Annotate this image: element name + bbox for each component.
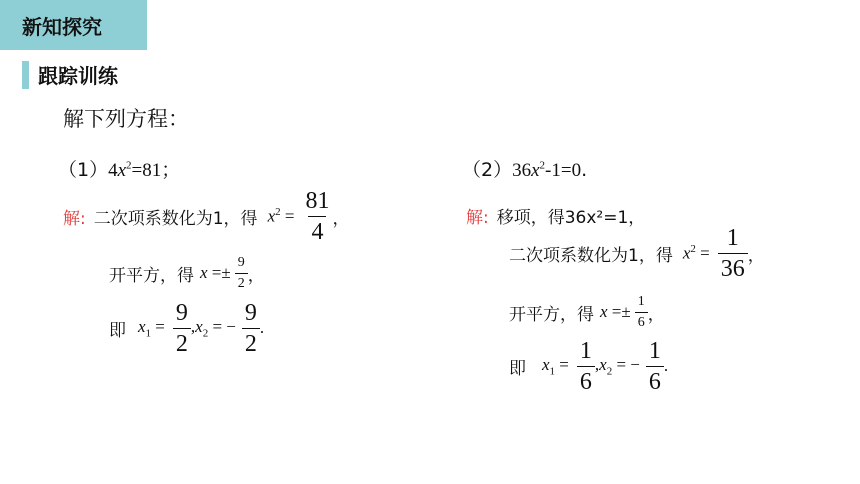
fraction-numerator: 1 bbox=[648, 337, 661, 364]
solution-2-step-2: 开平方，得 x =± $\frac{1}{6}$ ， bbox=[509, 293, 665, 330]
problem-2-coef: 36 bbox=[512, 160, 532, 181]
problem-2-end: . bbox=[581, 159, 588, 181]
problem-1-end: ； bbox=[161, 159, 181, 181]
fraction-numerator: 1 bbox=[637, 293, 645, 309]
solution-1-pm-fraction bbox=[235, 256, 248, 291]
fraction-denominator: 2 bbox=[242, 328, 260, 356]
fraction-numerator: 1 bbox=[726, 224, 739, 251]
fraction-denominator: 4 bbox=[308, 216, 326, 244]
fraction-denominator: 6 bbox=[635, 312, 648, 330]
fraction-numerator: 9 bbox=[175, 299, 188, 326]
section-title: 跟踪训练 bbox=[38, 64, 118, 88]
solution-2-pm-fraction bbox=[635, 295, 648, 330]
problem-2-number: （2） bbox=[462, 159, 513, 181]
solution-2-step-3-text: 即 bbox=[509, 358, 526, 379]
fraction-denominator: 6 bbox=[577, 366, 595, 394]
header-tag bbox=[0, 0, 147, 50]
problem-2-exp: 2 bbox=[539, 159, 546, 172]
header-tag-label: 新知探究 bbox=[22, 14, 102, 39]
problem-1-rest: =81 bbox=[131, 160, 162, 181]
solution-2-step-2-text: 开平方，得 bbox=[509, 304, 594, 325]
solution-1-step-2: 开平方，得 x =± $\frac{9}{2}$ ， bbox=[109, 254, 265, 291]
fraction-numerator: 9 bbox=[244, 299, 257, 326]
solution-2-root-2-fraction bbox=[646, 339, 664, 394]
solution-1-root-2-fraction bbox=[242, 301, 260, 356]
solution-2-step-1-text: 二次项系数化为1，得 bbox=[509, 245, 673, 266]
problem-2-rest: -1=0 bbox=[545, 160, 582, 181]
fraction-denominator: 6 bbox=[646, 366, 664, 394]
problem-1-exp: 2 bbox=[126, 159, 132, 172]
solution-2-root-1-fraction bbox=[577, 339, 595, 394]
problem-1-coef: 4 bbox=[108, 160, 118, 181]
fraction-denominator: 2 bbox=[235, 273, 248, 291]
solution-1-step-3: 即 $x_1$ = $\frac{9}{2}$ $,x_2$ = − $\frac{9}{2}$ . bbox=[109, 299, 265, 357]
solution-1-step-2-text: 开平方，得 bbox=[109, 265, 194, 286]
instruction-text: 解下列方程： bbox=[63, 107, 189, 131]
fraction-numerator: 9 bbox=[237, 254, 245, 270]
solution-2-fraction bbox=[718, 226, 748, 281]
solution-1-step-1-text: 二次项系数化为1，得 bbox=[93, 208, 258, 229]
solution-1-step-1: 解: 二次项系数化为1，得 $x^2$ = $\frac{81}{4}$ ， bbox=[63, 187, 350, 245]
section-accent-bar bbox=[22, 61, 29, 89]
problem-2 bbox=[462, 155, 587, 182]
solution-2-label: 解: bbox=[466, 207, 489, 228]
problem-2-var: x bbox=[531, 160, 540, 181]
problem-1-var: x bbox=[117, 160, 127, 181]
solution-2-step-0-text: 移项，得36x²=1， bbox=[496, 207, 646, 228]
solution-1-label: 解: bbox=[63, 208, 86, 229]
solution-1-fraction bbox=[302, 189, 332, 244]
fraction-denominator: 2 bbox=[173, 328, 191, 356]
solution-2-step-1: 二次项系数化为1，得 $x^2$ = $\frac{1}{36}$ ， bbox=[509, 224, 765, 282]
solution-1-root-1-fraction bbox=[173, 301, 191, 356]
problem-1-number: （1） bbox=[58, 159, 109, 181]
fraction-numerator: 81 bbox=[305, 187, 330, 214]
fraction-numerator: 1 bbox=[579, 337, 592, 364]
solution-2-step-3: 即 $x_1$ = $\frac{1}{6}$ $,x_2$ = − $\frac{1}{6}$ . bbox=[509, 337, 669, 395]
solution-1-step-3-text: 即 bbox=[109, 320, 126, 341]
problem-1 bbox=[58, 155, 180, 182]
fraction-denominator: 36 bbox=[718, 253, 748, 281]
